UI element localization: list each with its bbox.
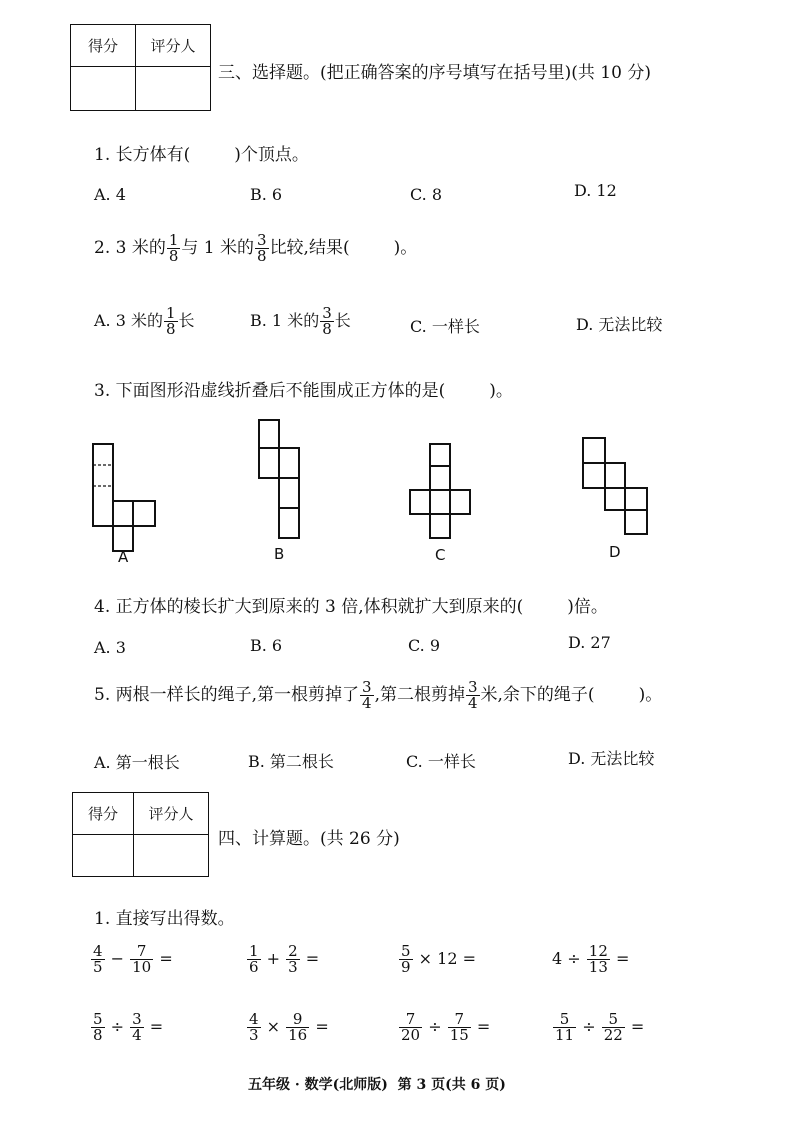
q1-option-c: C. 8 — [410, 185, 443, 204]
q2-option-a: A. 3 米的 $\frac{1}{8}$ 长 — [94, 304, 195, 338]
cube-net-d — [583, 438, 647, 534]
q5-option-d: D. 无法比较 — [568, 749, 655, 768]
q4-text-end: )倍。 — [567, 597, 608, 617]
fraction: $\frac{3}{8}$ — [257, 231, 267, 265]
expression-1: $\frac{4}{5}$ − $\frac{7}{10}$ = — [93, 942, 173, 976]
expression-3: $\frac{5}{9}$ × 12 = — [401, 942, 476, 976]
cube-net-a — [93, 444, 155, 551]
fraction: $\frac{3}{4}$ — [362, 678, 372, 712]
calc-q1-title: 1. 直接写出得数。 — [94, 909, 235, 929]
q2-option-d: D. 无法比较 — [576, 315, 663, 334]
question-2 — [94, 233, 417, 264]
score-table-section4 — [72, 792, 209, 877]
q5-text: 5. 两根一样长的绳子,第一根剪掉了 — [94, 685, 360, 705]
section4-title: 四、计算题。(共 26 分) — [218, 829, 400, 849]
cube-net-c — [410, 444, 470, 538]
question-4 — [94, 592, 608, 617]
q4-option-b: B. 6 — [250, 636, 283, 655]
score-cell[interactable] — [71, 67, 136, 111]
cube-nets-figure — [0, 410, 794, 570]
grader-cell[interactable] — [134, 835, 209, 877]
section3-title: 三、选择题。(把正确答案的序号填写在括号里)(共 10 分) — [218, 63, 651, 83]
expression-7: $\frac{7}{20}$ ÷ $\frac{7}{15}$ = — [401, 1010, 491, 1044]
score-header: 得分 — [71, 25, 136, 67]
net-label-a: A — [118, 548, 129, 566]
q2-text: 2. 3 米的 — [94, 238, 166, 258]
q1-option-b: B. 6 — [250, 185, 283, 204]
q4-option-c: C. 9 — [408, 636, 441, 655]
net-label-c: C — [435, 546, 446, 564]
page-footer: 五年级 · 数学(北师版) 第 3 页(共 6 页) — [248, 1077, 506, 1093]
q2-text: 与 1 米的 — [181, 238, 255, 258]
score-header: 得分 — [73, 793, 134, 835]
fraction: $\frac{1}{8}$ — [168, 231, 179, 265]
q4-option-d: D. 27 — [568, 633, 611, 652]
score-cell[interactable] — [73, 835, 134, 877]
expression-5: $\frac{5}{8}$ ÷ $\frac{3}{4}$ = — [93, 1010, 164, 1044]
expression-8: $\frac{5}{11}$ ÷ $\frac{5}{22}$ = — [555, 1010, 645, 1044]
q4-text: 4. 正方体的棱长扩大到原来的 3 倍,体积就扩大到原来的( — [94, 597, 524, 617]
question-5 — [94, 680, 662, 711]
q2-option-c: C. 一样长 — [410, 317, 480, 336]
q4-option-a: A. 3 — [94, 638, 126, 657]
q1-text-end: )个顶点。 — [234, 145, 309, 165]
grader-header: 评分人 — [136, 25, 211, 67]
q5-option-a: A. 第一根长 — [94, 753, 180, 772]
net-label-d: D — [609, 543, 621, 561]
expression-4: 4 ÷ $\frac{12}{13}$ = — [552, 942, 630, 976]
q5-text-end: )。 — [638, 685, 663, 705]
fraction: $\frac{3}{4}$ — [467, 678, 478, 712]
question-1 — [94, 140, 309, 165]
grader-cell[interactable] — [136, 67, 211, 111]
q5-text: ,第二根剪掉 — [374, 685, 465, 705]
q2-option-b: B. 1 米的 $\frac{3}{8}$ 长 — [250, 304, 351, 338]
net-label-b: B — [274, 545, 285, 563]
q1-text: 1. 长方体有( — [94, 145, 191, 165]
grader-header: 评分人 — [134, 793, 209, 835]
cube-net-b — [259, 420, 299, 538]
expression-2: $\frac{1}{6}$ + $\frac{2}{3}$ = — [249, 942, 320, 976]
q3-text-end: )。 — [489, 381, 513, 401]
q5-option-c: C. 一样长 — [406, 752, 476, 771]
q5-option-b: B. 第二根长 — [248, 752, 334, 771]
q2-text-end: )。 — [393, 238, 418, 258]
expression-6: $\frac{4}{3}$ × $\frac{9}{16}$ = — [249, 1010, 329, 1044]
question-3 — [94, 376, 513, 401]
q1-option-d: D. 12 — [574, 181, 617, 200]
q1-option-a: A. 4 — [94, 185, 126, 204]
score-table-section3 — [70, 24, 211, 111]
q2-text: 比较,结果( — [269, 238, 350, 258]
q5-text: 米,余下的绳子( — [480, 685, 595, 705]
q3-text: 3. 下面图形沿虚线折叠后不能围成正方体的是( — [94, 381, 446, 401]
